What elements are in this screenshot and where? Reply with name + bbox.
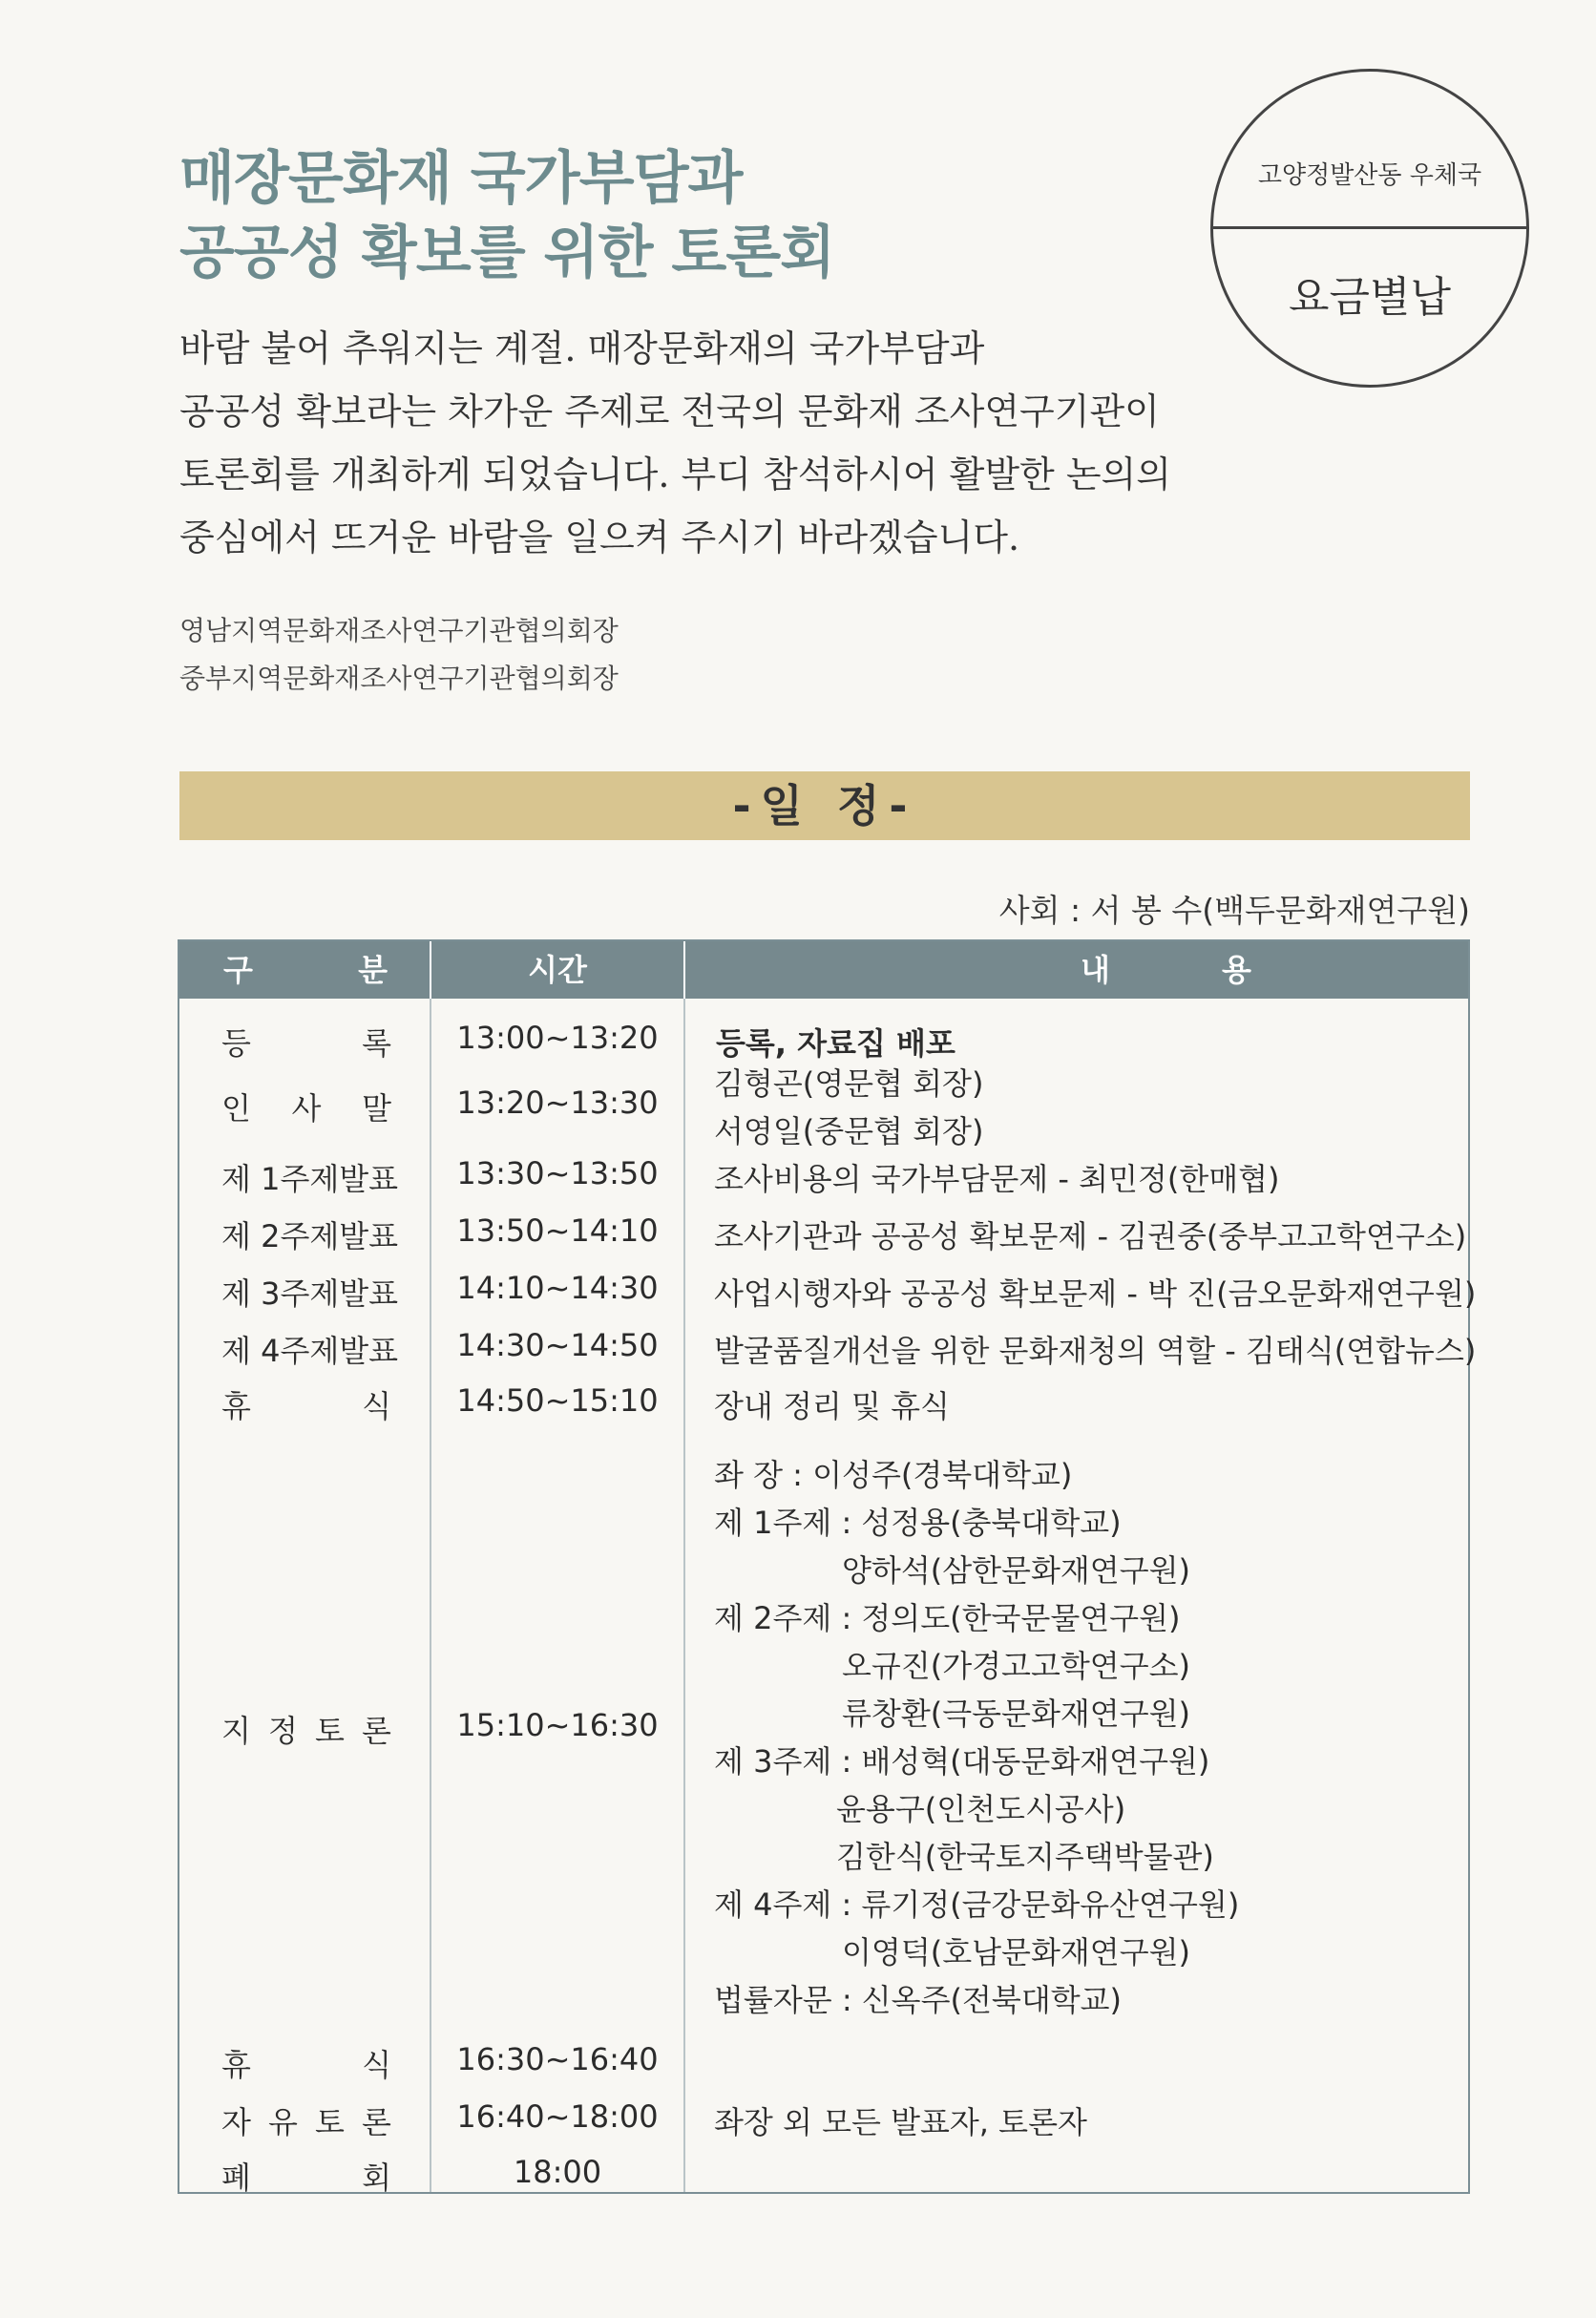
row-time: 15:10~16:30	[456, 1707, 659, 1743]
header-divider	[683, 941, 685, 999]
schedule-heading: -일 정-	[179, 771, 1470, 840]
panel-member: 양하석(삼한문화재연구원)	[842, 1552, 1191, 1589]
row-category: 자 유 토 론	[221, 2104, 391, 2140]
moderator-line: 사회 : 서 봉 수(백두문화재연구원)	[998, 892, 1470, 929]
panel-legal-advisor: 법률자문 : 신옥주(전북대학교)	[714, 1982, 1123, 2018]
row-category: 휴 식	[221, 2047, 391, 2083]
row-category: 지 정 토 론	[221, 1713, 391, 1749]
row-time: 16:40~18:00	[456, 2098, 659, 2135]
organizer-jungbu: 중부지역문화재조사연구기관협의회장	[179, 663, 619, 694]
title-line-2: 공공성 확보를 위한 토론회	[179, 220, 835, 286]
organizer-yeongnam: 영남지역문화재조사연구기관협의회장	[179, 615, 619, 646]
row-content: 장내 정리 및 휴식	[714, 1388, 950, 1424]
schedule-table	[178, 939, 1477, 2196]
header-time: 시간	[528, 952, 587, 988]
post-office-name: 고양정발산동 우체국	[1257, 161, 1482, 190]
panel-member: 김한식(한국토지주택박물관)	[836, 1839, 1214, 1875]
row-content: 조사기관과 공공성 확보문제 - 김권중(중부고고학연구소)	[714, 1218, 1467, 1254]
row-content: 서영일(중문협 회장)	[714, 1113, 984, 1149]
panel-member: 류창환(극동문화재연구원)	[842, 1696, 1191, 1732]
column-divider	[683, 941, 685, 2192]
postage-stamp	[1210, 69, 1529, 388]
row-time: 13:50~14:10	[456, 1212, 659, 1249]
panel-member: 오규진(가경고고학연구소)	[842, 1648, 1191, 1684]
row-category: 휴 식	[221, 1388, 391, 1424]
organizers	[179, 607, 619, 703]
row-time: 14:30~14:50	[456, 1327, 659, 1363]
row-category: 제 4주제발표	[221, 1333, 399, 1369]
row-content: 김형곤(영문협 회장)	[714, 1065, 984, 1102]
page-title	[179, 141, 834, 290]
row-time: 13:00~13:20	[456, 1020, 659, 1056]
intro-line: 중심에서 뜨거운 바람을 일으켜 주시기 바라겠습니다.	[179, 516, 1020, 558]
panel-topic-2: 제 2주제 : 정의도(한국문물연구원)	[714, 1600, 1181, 1636]
row-time: 13:20~13:30	[456, 1085, 659, 1121]
row-content: 좌장 외 모든 발표자, 토론자	[714, 2104, 1087, 2140]
header-content: 내 용	[1081, 952, 1251, 988]
intro-line: 바람 불어 추워지는 계절. 매장문화재의 국가부담과	[179, 327, 985, 369]
panel-chair: 좌 장 : 이성주(경북대학교)	[714, 1457, 1073, 1493]
row-content: 사업시행자와 공공성 확보문제 - 박 진(금오문화재연구원)	[714, 1275, 1477, 1312]
row-category: 인 사 말	[221, 1090, 391, 1127]
panel-topic-1: 제 1주제 : 성정용(충북대학교)	[714, 1505, 1122, 1541]
intro-line: 공공성 확보라는 차가운 주제로 전국의 문화재 조사연구기관이	[179, 390, 1160, 432]
panel-topic-3: 제 3주제 : 배성혁(대동문화재연구원)	[714, 1743, 1210, 1780]
title-line-1: 매장문화재 국가부담과	[179, 145, 743, 212]
column-divider	[430, 941, 431, 2192]
row-time: 18:00	[513, 2154, 602, 2190]
row-category: 폐 회	[221, 2160, 391, 2196]
row-category: 등 록	[221, 1025, 391, 1062]
row-content: 조사비용의 국가부담문제 - 최민정(한매협)	[714, 1161, 1280, 1197]
panel-member: 이영덕(호남문화재연구원)	[842, 1934, 1191, 1970]
row-category: 제 2주제발표	[221, 1218, 399, 1254]
postage-label: 요금별납	[1288, 273, 1451, 322]
row-content: 등록, 자료집 배포	[716, 1025, 956, 1062]
table-header	[179, 941, 1468, 999]
intro-line: 토론회를 개최하게 되었습니다. 부디 참석하시어 활발한 논의의	[179, 453, 1171, 495]
row-category: 제 3주제발표	[221, 1275, 399, 1312]
row-time: 13:30~13:50	[456, 1155, 659, 1191]
panel-member: 윤용구(인천도시공사)	[836, 1791, 1126, 1827]
row-content: 발굴품질개선을 위한 문화재청의 역할 - 김태식(연합뉴스)	[714, 1333, 1477, 1369]
row-time: 16:30~16:40	[456, 2041, 659, 2077]
intro-paragraph	[179, 317, 1172, 569]
row-category: 제 1주제발표	[221, 1161, 399, 1197]
row-time: 14:10~14:30	[456, 1270, 659, 1306]
stamp-divider	[1213, 226, 1526, 229]
header-divider	[430, 941, 431, 999]
panel-topic-4: 제 4주제 : 류기정(금강문화유산연구원)	[714, 1886, 1240, 1923]
row-time: 14:50~15:10	[456, 1382, 659, 1419]
header-category: 구 분	[223, 952, 388, 988]
